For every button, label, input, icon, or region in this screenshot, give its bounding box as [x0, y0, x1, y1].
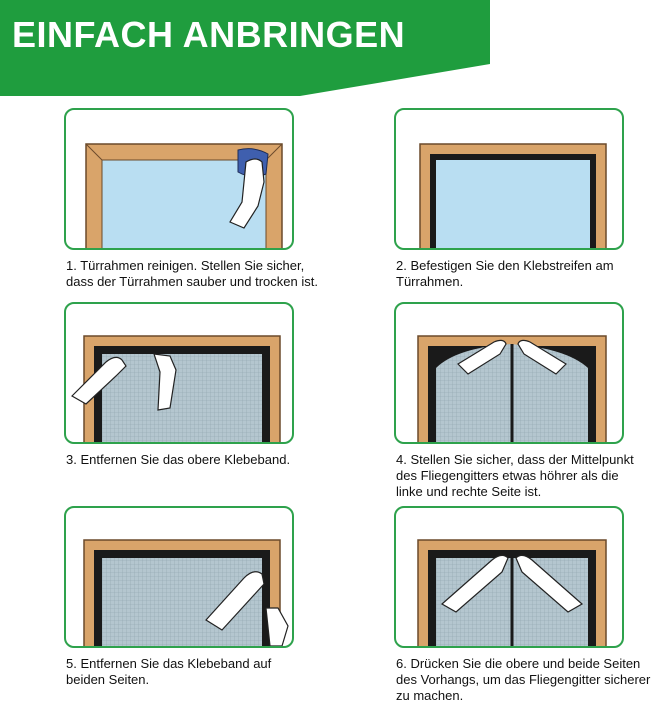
step-6-caption: 6. Drücken Sie die obere und beide Seiten des Vorhangs, um das Fliegengitter sicherer zu machen.: [396, 656, 651, 703]
step-5-illustration: [64, 506, 294, 648]
step-3-caption: 3. Entfernen Sie das obere Klebeband.: [66, 452, 291, 467]
step-1-caption: 1. Türrahmen reinigen. Stellen Sie sicher, dass der Türrahmen sauber und trocken ist.: [66, 258, 318, 289]
step-2-caption: 2. Befestigen Sie den Klebstreifen am Türrahmen.: [396, 258, 614, 289]
step-6-illustration: [394, 506, 624, 648]
step-5-caption: 5. Entfernen Sie das Klebeband auf beiden Seiten.: [66, 656, 272, 687]
page-title: EINFACH ANBRINGEN: [12, 14, 406, 55]
step-1-illustration: [64, 108, 294, 250]
step-4-illustration: [394, 302, 624, 444]
step-3-illustration: [64, 302, 294, 444]
step-4-caption: 4. Stellen Sie sicher, dass der Mittelpunkt des Fliegengitters etwas höhrer als die linke und rechte Seite ist.: [396, 452, 634, 499]
hand-icon: [266, 608, 288, 646]
header-banner: [0, 0, 665, 100]
step-2-illustration: [394, 108, 624, 250]
